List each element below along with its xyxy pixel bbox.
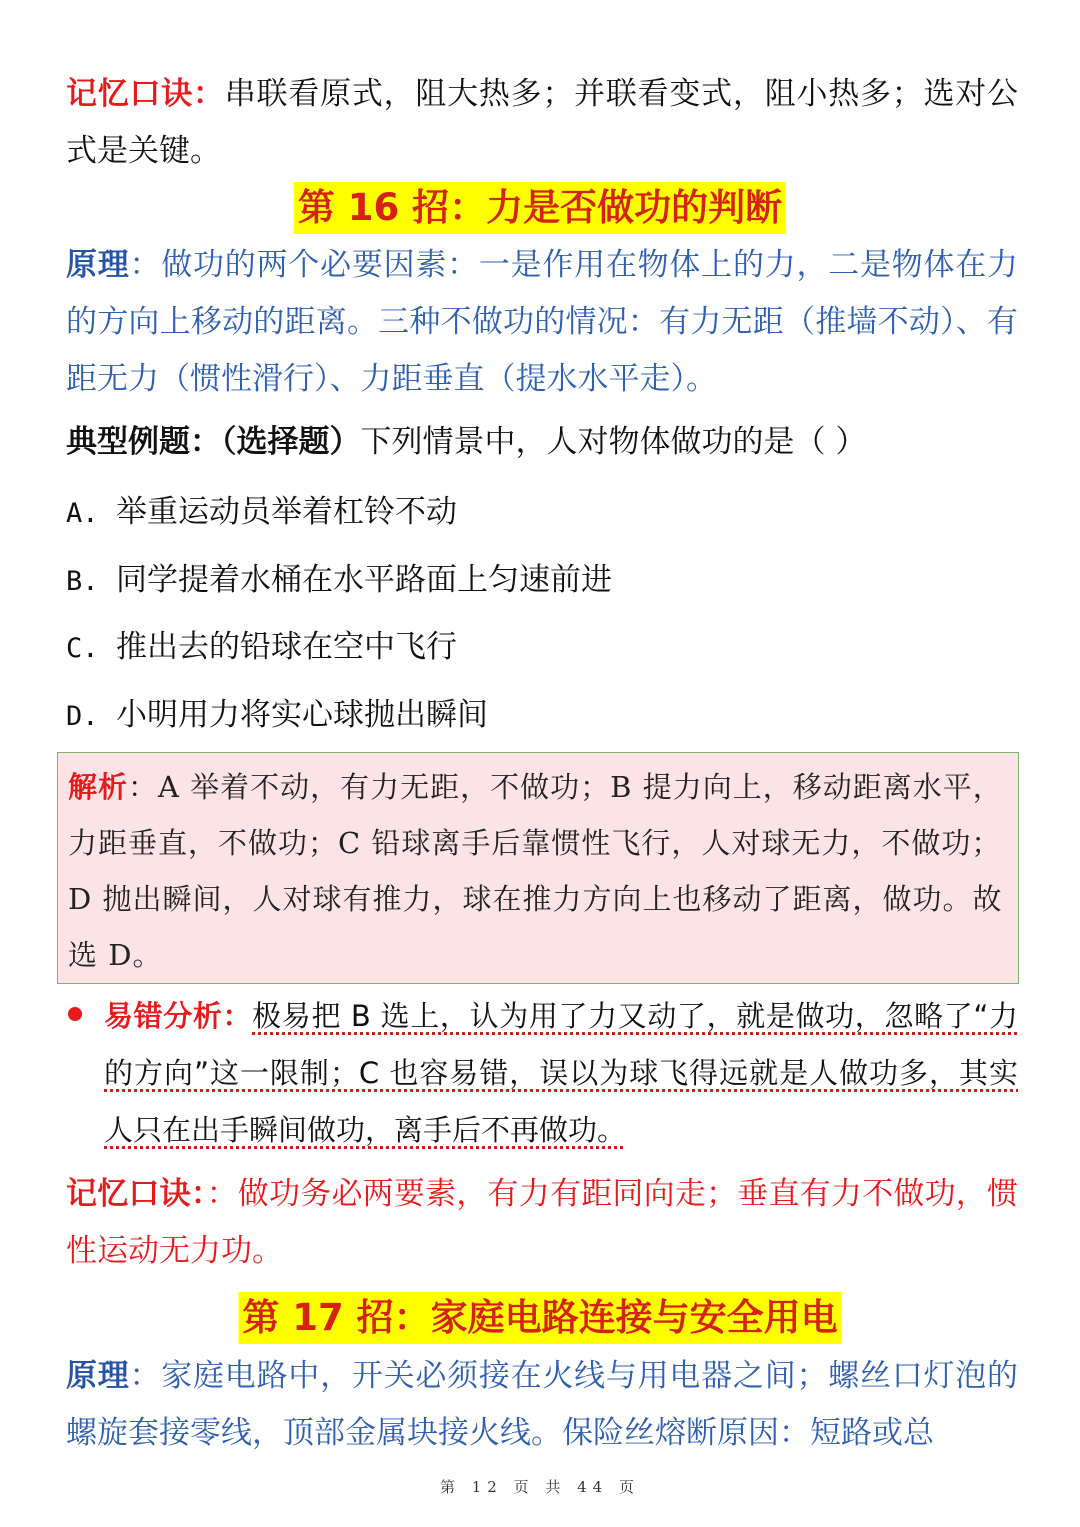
error-analysis-label: 易错分析：	[104, 999, 253, 1033]
principle-text: ：做功的两个必要因素：一是作用在物体上的力，二是物体在力的方向上移动的距离。三种不做功的情况：有力无距（推墙不动）、有距无力（惯性滑行）、力距垂直（提水水平走）。	[66, 247, 1019, 397]
option-text: 小明用力将实心球抛出瞬间	[116, 697, 488, 733]
memory-tip-text: ：做功务必两要素，有力有距同向走；垂直有力不做功，惯性运动无力功。	[66, 1176, 1019, 1269]
option-letter: D.	[66, 701, 99, 732]
memory-tip-label: 记忆口诀：	[66, 76, 225, 112]
bullet-icon	[68, 1007, 82, 1021]
principle-label: 原理	[66, 247, 130, 283]
option-text: 推出去的铅球在空中飞行	[116, 629, 457, 665]
section-heading-17: 第 17 招：家庭电路连接与安全用电	[238, 1292, 841, 1344]
analysis-box	[57, 752, 1019, 984]
example-label: 典型例题：（选择题）	[66, 424, 361, 460]
memory-tip-label: 记忆口诀：	[66, 1176, 207, 1212]
principle-17	[66, 1348, 1018, 1462]
option-c	[66, 627, 457, 669]
option-d	[66, 695, 488, 737]
memory-tip-1	[66, 66, 1018, 180]
principle-16	[66, 237, 1018, 408]
memory-tip-2	[66, 1166, 1018, 1280]
section-heading-16: 第 16 招：力是否做功的判断	[294, 182, 786, 234]
example-question	[66, 414, 1018, 471]
analysis-content	[68, 759, 1008, 983]
error-analysis-text: 极易把 B 选上，认为用了力又动了，就是做功，忽略了“力的方向”这一限制；C 也容易错，误以为球飞得远就是人做功多，其实人只在出手瞬间做功，离手后不再做功。	[104, 999, 1018, 1147]
option-letter: A.	[66, 498, 99, 529]
option-text: 举重运动员举着杠铃不动	[116, 494, 457, 530]
option-b	[66, 560, 612, 602]
option-letter: B.	[66, 566, 99, 597]
analysis-label: 解析	[68, 770, 129, 804]
page-footer: 第 12 页 共 44 页	[439, 1478, 640, 1496]
analysis-text: ：A 举着不动，有力无距，不做功；B 提力向上，移动距离水平，力距垂直，不做功；C 铅球离手后靠惯性飞行，人对球无力，不做功；D 抛出瞬间，人对球有推力，球在推力方向上也移动了距离，做功。故选 D。	[68, 770, 1003, 972]
option-a	[66, 492, 457, 534]
option-text: 同学提着水桶在水平路面上匀速前进	[116, 562, 612, 598]
error-analysis	[104, 988, 1018, 1159]
principle-label: 原理	[66, 1358, 130, 1394]
principle-text: ：家庭电路中，开关必须接在火线与用电器之间；螺丝口灯泡的螺旋套接零线，顶部金属块接火线。保险丝熔断原因：短路或总	[66, 1358, 1019, 1451]
memory-tip-text: 串联看原式，阻大热多；并联看变式，阻小热多；选对公式是关键。	[66, 76, 1019, 169]
example-question-text: 下列情景中，人对物体做功的是（ ）	[360, 424, 867, 460]
option-letter: C.	[66, 633, 99, 664]
